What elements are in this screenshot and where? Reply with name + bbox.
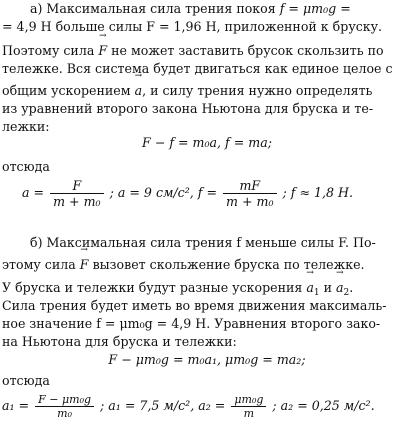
force-vector-symbol-b: → F [80, 256, 89, 274]
part-b-line-2-pre: этому сила [2, 257, 76, 272]
part-a-line-6: из уравнений второго закона Ньютона для бруска и те- [2, 101, 374, 116]
fraction-a1-num: F − μm₀g [35, 393, 94, 407]
acceleration-vector-symbol: → a [135, 82, 143, 100]
fraction-f [223, 178, 277, 209]
eq4-a1-val: ; a₁ = 7,5 м/с², a₂ = [100, 398, 226, 413]
fraction-a [50, 178, 104, 209]
part-b-line-6: на Ньютона для бруска и тележки: [2, 334, 237, 349]
acceleration-1-sub: 1 [313, 288, 320, 298]
fraction-a2-num: μm₀g [231, 393, 266, 407]
force-vector-symbol: → F [98, 42, 107, 60]
part-b-line-3-end: . [349, 280, 354, 295]
eq2-f-val: ; f ≈ 1,8 Н. [282, 185, 354, 200]
part-a-line-4: тележке. Вся система будет двигаться как единое целое с [2, 61, 393, 76]
part-a-line-3-post: не может заставить брусок скользить по [111, 43, 384, 58]
fraction-f-den: m + m₀ [226, 194, 274, 209]
equation-a-result [22, 178, 353, 209]
acceleration-2-vector-symbol: → a [336, 279, 344, 297]
part-a-intro: а) Максимальная сила трения покоя [30, 1, 276, 16]
part-a-line-3-pre: Поэтому сила [2, 43, 95, 58]
acceleration-2-sub: 2 [343, 288, 350, 298]
acceleration-1-vector-symbol: → a [306, 279, 314, 297]
equation-newton-system-b: F − μm₀g = m₀a₁, μm₀g = ma₂; [108, 352, 306, 367]
eq2-a-lhs: a = [22, 185, 45, 200]
eq4-a1-lhs: a₁ = [2, 398, 30, 413]
part-b-line-1: б) Максимальная сила трения f меньше силы F. По- [30, 235, 376, 250]
fraction-a2 [231, 393, 266, 420]
part-a-line-5-pre: общим ускорением [2, 83, 131, 98]
otsyuda-a: отсюда [2, 159, 50, 174]
fraction-a2-den: m [243, 407, 255, 420]
part-a-line-2: = 4,9 Н больше силы F = 1,96 Н, приложенной к бруску. [2, 19, 383, 34]
friction-formula: f = μm₀g = [279, 1, 351, 16]
eq2-a-val: ; a = 9 см/с², f = [109, 185, 218, 200]
part-a-line-5-post: , и силу трения нужно определять [142, 83, 373, 98]
fraction-a1-den: m₀ [57, 407, 72, 420]
fraction-a-den: m + m₀ [53, 194, 101, 209]
part-a-line-1 [30, 0, 351, 18]
fraction-a1 [35, 393, 94, 420]
part-b-line-4: Сила трения будет иметь во время движения максималь- [2, 298, 387, 313]
otsyuda-b: отсюда [2, 373, 50, 388]
equation-b-result [2, 393, 375, 420]
eq4-a2-val: ; a₂ = 0,25 м/с². [272, 398, 375, 413]
part-b-line-3-pre: У бруска и тележки будут разные ускорения [2, 280, 303, 295]
part-a-line-7: лежки: [2, 119, 50, 134]
part-b-line-3-mid: и [323, 280, 333, 295]
part-b-line-5: ное значение f = μm₀g = 4,9 Н. Уравнения второго зако- [2, 316, 381, 331]
fraction-f-num: mF [223, 178, 277, 194]
part-b-line-2-post: вызовет скольжение бруска по тележке. [92, 257, 365, 272]
equation-newton-system: F − f = m₀a, f = ma; [142, 135, 272, 150]
part-a-line-3 [2, 42, 384, 60]
part-a-line-5 [2, 82, 372, 100]
fraction-a-num: F [50, 178, 104, 194]
